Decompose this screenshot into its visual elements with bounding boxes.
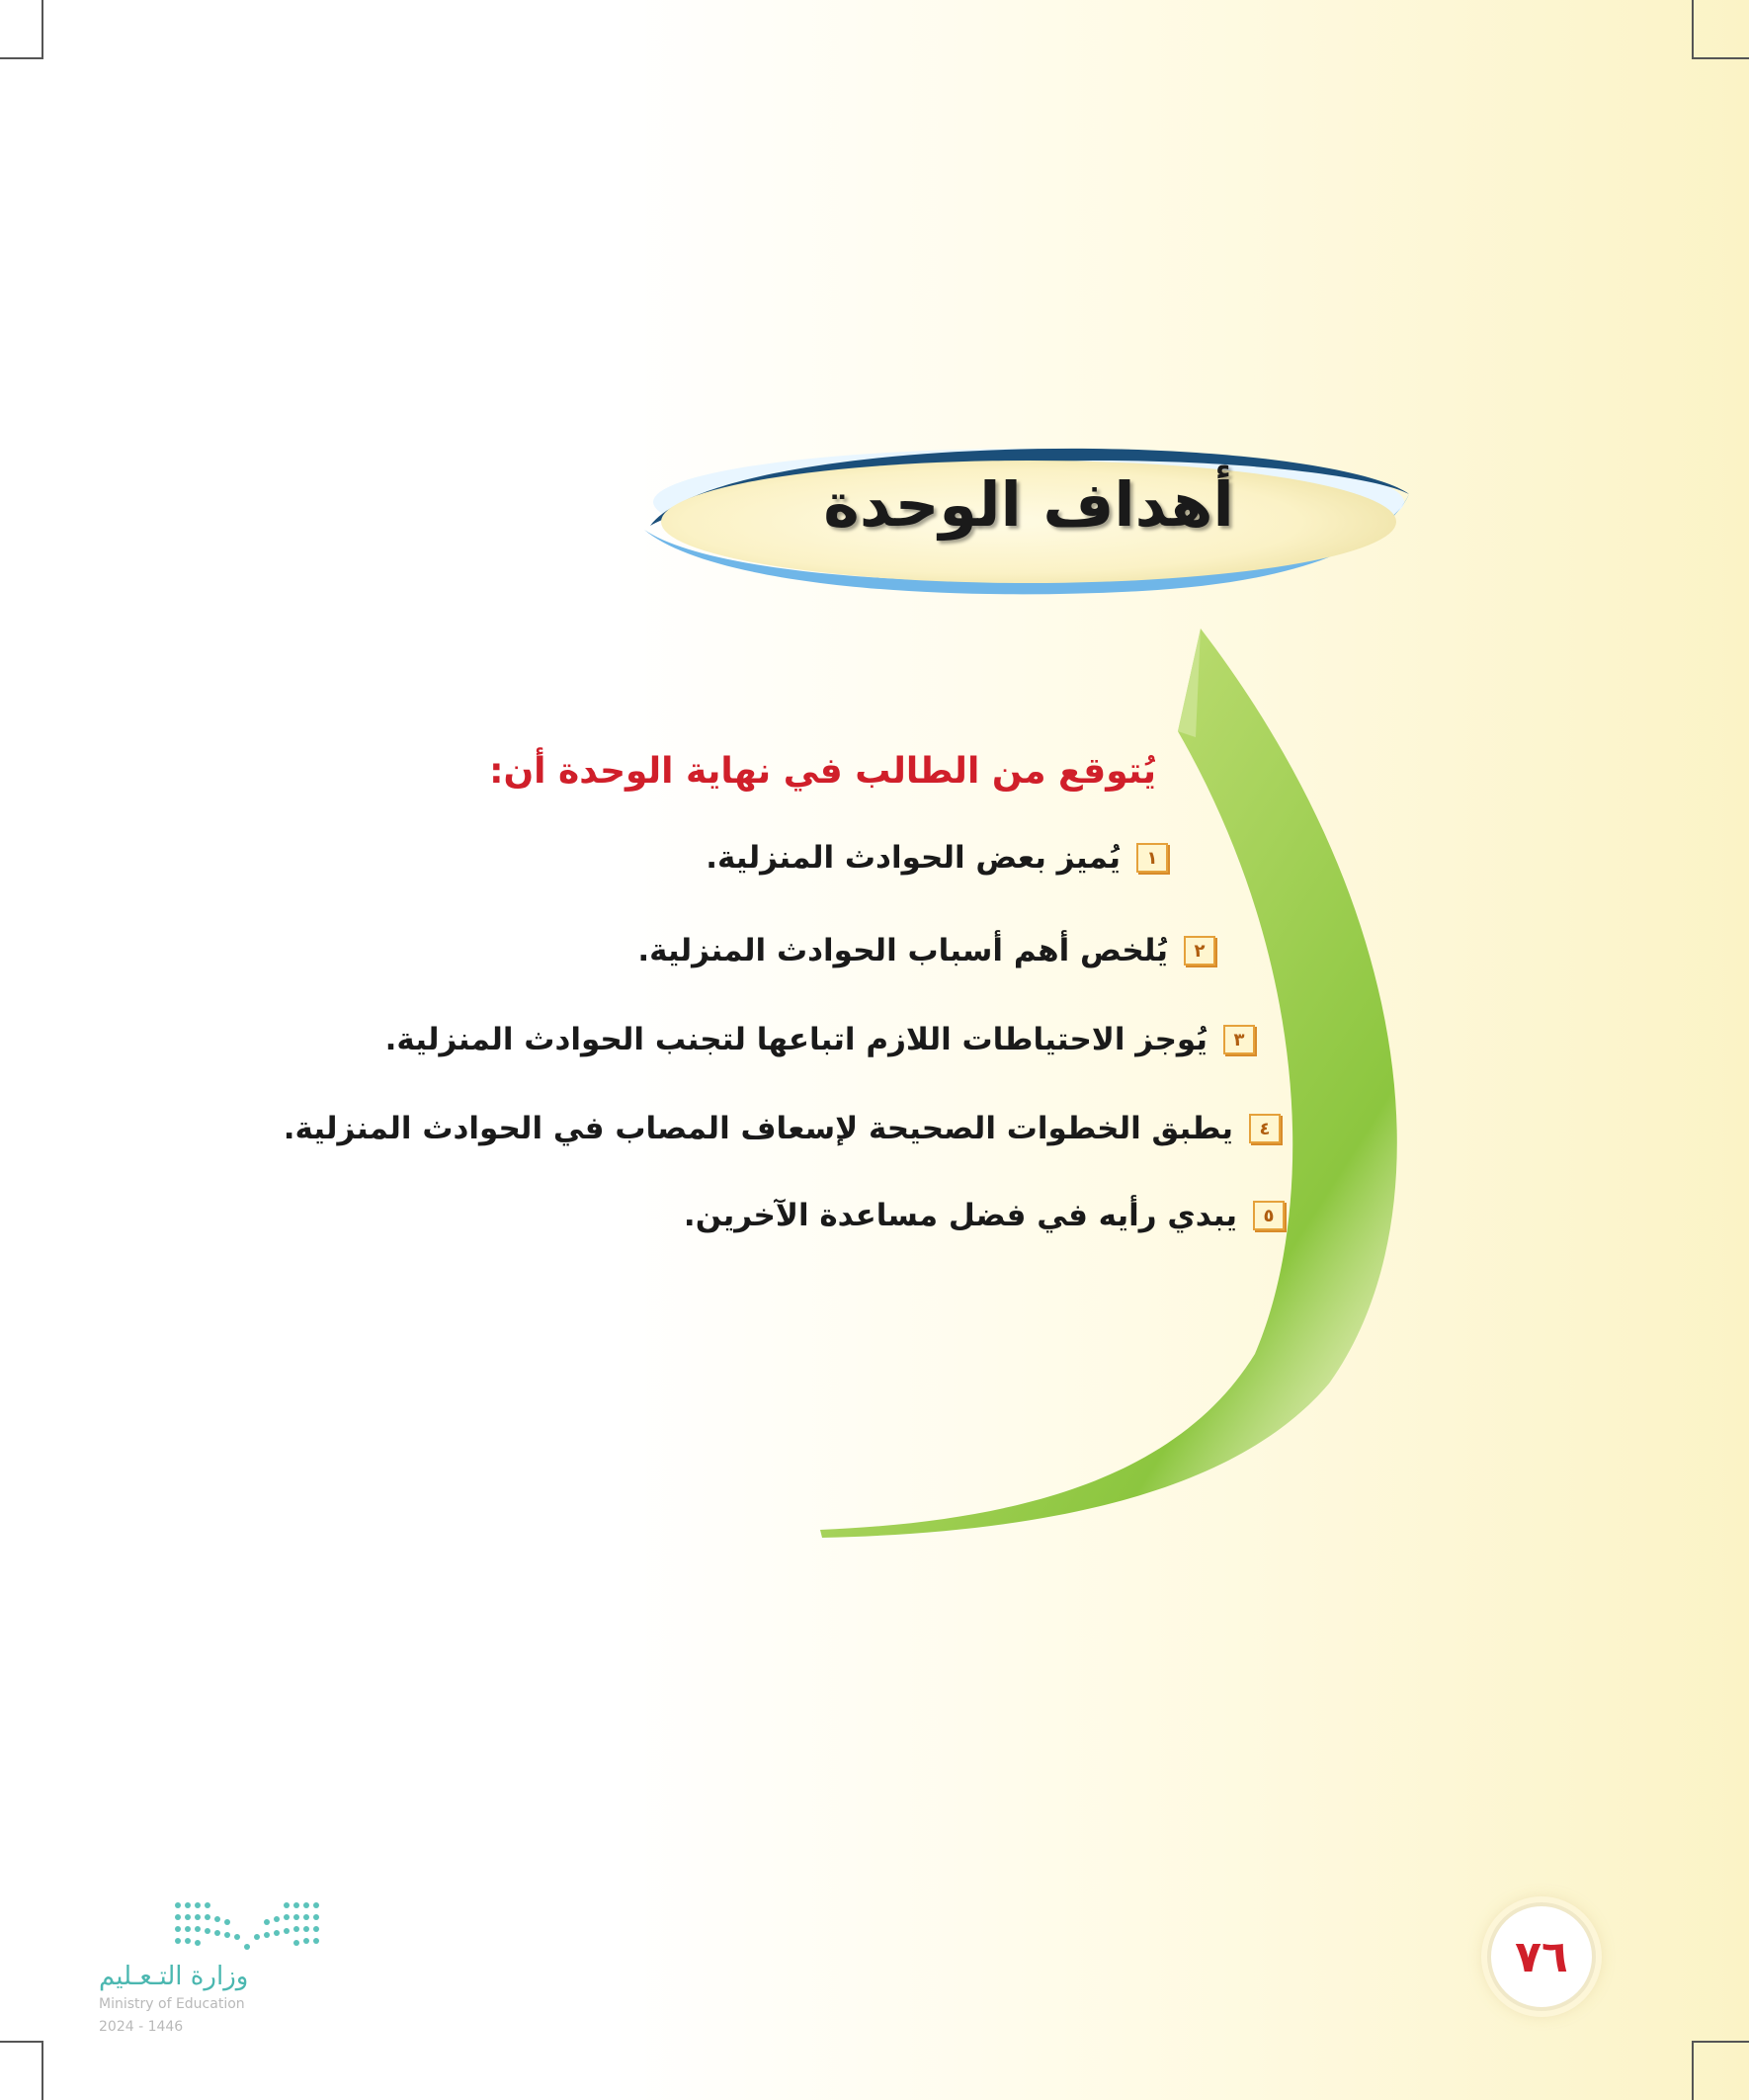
number-badge: ٢	[1184, 936, 1215, 966]
objective-item	[284, 1111, 1281, 1146]
number-badge: ١	[1136, 843, 1168, 873]
objective-item	[706, 840, 1168, 876]
objective-text: يُوجز الاحتياطات اللازم اتباعها لتجنب الحوادث المنزلية.	[384, 1022, 1208, 1057]
ministry-logo-icon	[168, 1897, 326, 1957]
objective-item	[385, 1022, 1255, 1057]
objective-text: يُلخص أهم أسباب الحوادث المنزلية.	[637, 933, 1168, 968]
number-badge: ٥	[1253, 1201, 1285, 1230]
ministry-year: 2024 - 1446	[99, 2019, 184, 2035]
objective-text: يُميز بعض الحوادث المنزلية.	[706, 840, 1121, 876]
objective-text: يطبق الخطوات الصحيحة لإسعاف المصاب في الحوادث المنزلية.	[283, 1111, 1233, 1146]
objective-text: يبدي رأيه في فضل مساعدة الآخرين.	[683, 1198, 1237, 1233]
objective-item	[684, 1198, 1285, 1233]
intro-heading: يُتوقع من الطالب في نهاية الوحدة أن:	[489, 751, 1156, 792]
page-title: أهداف الوحدة	[823, 467, 1234, 541]
number-badge: ٤	[1249, 1114, 1281, 1143]
ministry-name-arabic: وزارة التـعـليم	[99, 1962, 249, 1991]
number-badge: ٣	[1223, 1025, 1255, 1054]
objective-item	[637, 933, 1215, 968]
page-number: ٧٦	[1487, 1902, 1596, 2011]
ministry-name-english: Ministry of Education	[99, 1996, 245, 2012]
